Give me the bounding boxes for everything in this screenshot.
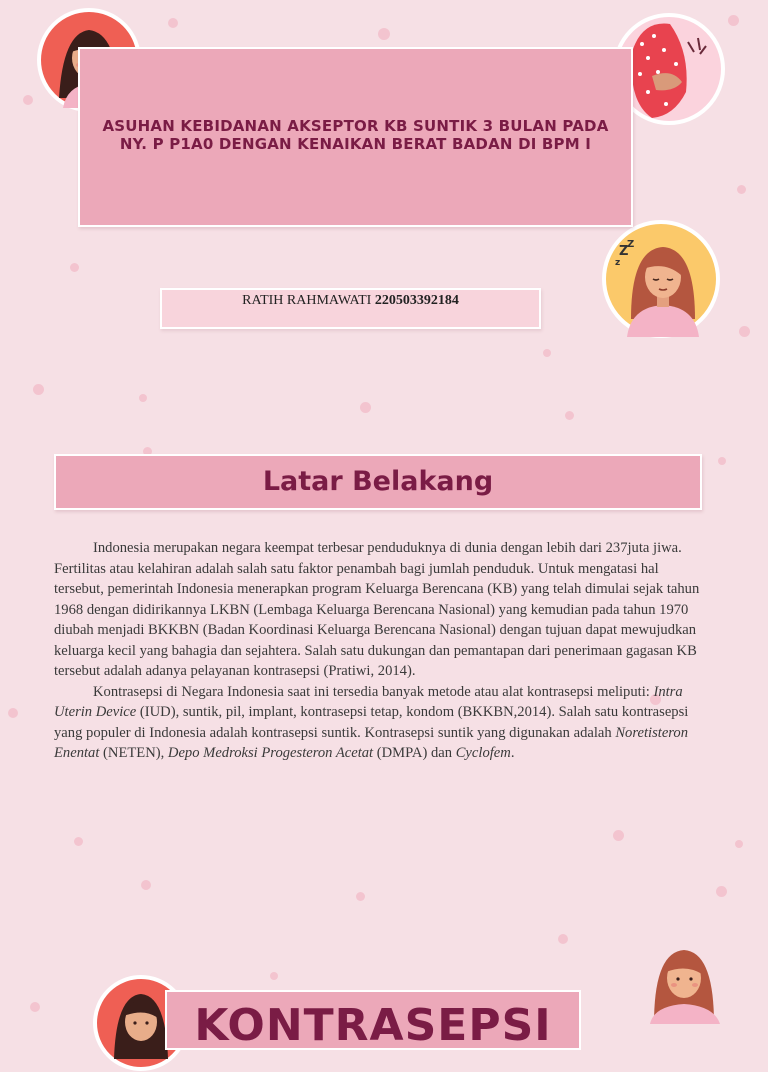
title-box: [78, 47, 633, 227]
paragraph-2-text: (IUD), suntik, pil, implant, kontrasepsi tetap, kondom (BKKBN,2014). Salah satu kontrasepsi yang populer di Indonesia adalah kontrasepsi suntik. Kontrasepsi suntik yang digunakan adalah: [54, 704, 689, 741]
author-name: RATIH RAHMAWATI: [242, 293, 372, 308]
section-heading-box: [54, 454, 702, 510]
sleepy-woman-illustration: [601, 219, 721, 339]
paragraph-2: [54, 682, 710, 764]
paragraph-2-text: .: [510, 745, 515, 761]
document-title: ASUHAN KEBIDANAN AKSEPTOR KB SUNTIK 3 BULAN PADA NY. P P1A0 DENGAN KENAIKAN BERAT BADAN DI BPM I: [102, 117, 609, 153]
paragraph-2-text: (NETEN),: [99, 745, 168, 761]
woman-figure-illustration: [640, 944, 730, 1024]
term-cyclofem: Cyclofem: [455, 745, 511, 761]
term-iud: Intra Uterin Device: [54, 683, 683, 720]
term-dmpa: Depo Medroksi Progesteron Acetat: [167, 745, 374, 761]
paragraph-1: Indonesia merupakan negara keempat terbesar penduduknya di dunia dengan lebih dari 237juta jiwa. Fertilitas atau kelahiran adalah salah satu faktor penambah bagi jumlah penduduk. Untuk mengatasi hal tersebut, pemerintah Indonesia menerapkan program Keluarga Berencana (KB) yang telah dimulai sejak tahun 1968 dengan didirikannya LKBN (Lembaga Keluarga Berencana Nasional) yang kemudian pada tahun 1970 diubah menjadi BKKBN (Badan Koordinasi Keluarga Berencana Nasional) dengan tujuan dapat mewujudkan keluarga kecil yang bahagia dan sejahtera. Salah satu dukungan dan pemantapan dari penerimaan gagasan KB tersebut adalah adanya pelayanan kontrasepsi (Pratiwi, 2014).: [54, 540, 700, 679]
svg-text:z: z: [615, 258, 621, 268]
svg-text:Z: Z: [627, 239, 635, 250]
svg-text:Z: Z: [619, 244, 629, 259]
paragraph-2-text: (DMPA) dan: [373, 745, 456, 761]
next-section-heading: KONTRASEPSI: [194, 1000, 552, 1050]
author-box: [160, 288, 541, 329]
author-nim: 220503392184: [374, 293, 459, 308]
term-neten: Noretisteron Enentat: [54, 724, 689, 761]
body-text: [54, 538, 710, 764]
paragraph-2-text: Kontrasepsi di Negara Indonesia saat ini tersedia banyak metode atau alat kontrasepsi meliputi:: [93, 683, 654, 700]
section-heading: Latar Belakang: [262, 466, 494, 497]
next-section-heading-box: [165, 990, 581, 1050]
